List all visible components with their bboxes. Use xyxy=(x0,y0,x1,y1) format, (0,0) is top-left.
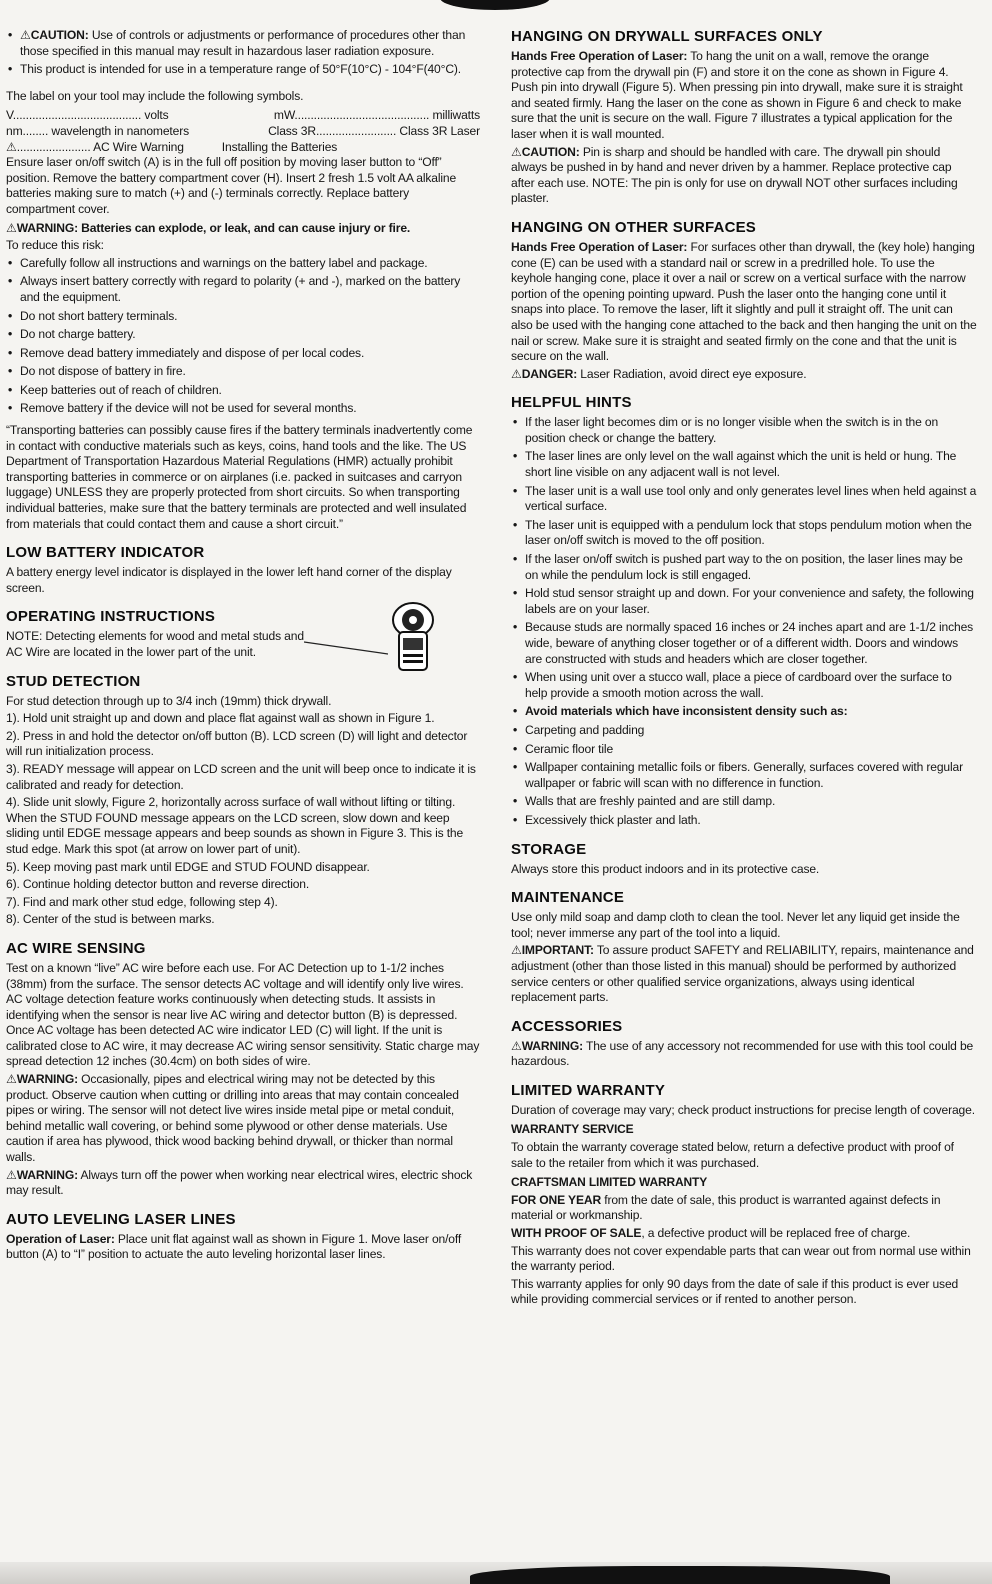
symbol-row: V........................................ volts mW.......................................... milliwatts xyxy=(6,108,480,123)
warranty-service-heading: WARRANTY SERVICE xyxy=(511,1122,634,1137)
list-item: • Remove dead battery immediately and dispose of per local codes. xyxy=(6,346,480,362)
proof-of-sale-text: WITH PROOF OF SALE, a defective product will be replaced free of charge. xyxy=(511,1226,911,1241)
transport-quote: “Transporting batteries can possibly cause fires if the battery terminals inadvertently come in contact with conductive materials such as keys, coins, hand tools and the like. The US Department of Transportation Hazardous Material Regulations (HMR) actually prohibit transporting batteries in commerce or on airplanes (i.e. packed in suitcases and carryon luggage) UNLESS they are properly protected from short circuits. So when transporting individual batteries, make sure that the battery terminals are protected and well insulated from materials that could contact them and cause a short circuit.” xyxy=(6,423,473,531)
list-item: • Do not dispose of battery in fire. xyxy=(6,364,480,380)
hints-list xyxy=(511,415,977,828)
warranty-service-text: To obtain the warranty coverage stated below, return a defective product with proof of sale to the retailer from which it was purchased. xyxy=(511,1140,954,1170)
storage-text: Always store this product indoors and in its protective case. xyxy=(511,861,820,876)
stud-intro: For stud detection through up to 3/4 inch (19mm) thick drywall. xyxy=(6,693,332,708)
list-item: • Hold stud sensor straight up and down. For your convenience and safety, the following labels are on your laser. xyxy=(511,586,977,617)
other-surfaces-heading: HANGING ON OTHER SURFACES xyxy=(511,218,757,236)
list-item: • If the laser on/off switch is pushed part way to the on position, the laser lines may be on while the pendulum lock is still engaged. xyxy=(511,552,977,583)
stud-step: 8). Center of the stud is between marks. xyxy=(6,912,215,927)
reduce-risk: To reduce this risk: xyxy=(6,238,104,253)
list-item: • When using unit over a stucco wall, place a piece of cardboard over the surface to help provide a smooth motion across the wall. xyxy=(511,670,977,701)
craftsman-warranty-heading: CRAFTSMAN LIMITED WARRANTY xyxy=(511,1175,708,1190)
list-item: • Avoid materials which have inconsistent density such as: xyxy=(511,704,977,720)
storage-heading: STORAGE xyxy=(511,840,587,858)
danger-note: ⚠DANGER: Laser Radiation, avoid direct eye exposure. xyxy=(511,366,807,381)
ac-wire-heading: AC WIRE SENSING xyxy=(6,939,146,957)
list-item: • Always insert battery correctly with regard to polarity (+ and -), marked on the battery and the equipment. xyxy=(6,274,480,305)
right-column xyxy=(511,28,977,1310)
stud-detection-heading: STUD DETECTION xyxy=(6,672,141,690)
page-edge-shadow xyxy=(440,0,550,10)
stud-step: 3). READY message will appear on LCD screen and the unit will beep once to indicate it is calibrated and ready for detection. xyxy=(6,761,476,792)
ac-warning-2: ⚠WARNING: Always turn off the power when working near electrical wires, electric shock may result. xyxy=(6,1167,473,1198)
page-bottom-edge xyxy=(0,1562,992,1584)
ninety-days-text: This warranty applies for only 90 days from the date of sale if this product is ever used while providing commercial services or if rented to another person. xyxy=(511,1276,959,1307)
install-batteries-text: Ensure laser on/off switch (A) is in the full off position by moving laser button to “Off” position. Remove the battery compartment cover (H). Insert 2 fresh 1.5 volt AA alkaline batteries making sure to match (+) and (-) terminals correctly. Replace battery compartment cover. xyxy=(6,155,457,216)
operating-heading: OPERATING INSTRUCTIONS xyxy=(6,608,216,626)
accessories-heading: ACCESSORIES xyxy=(511,1017,623,1035)
symbol-row: ⚠....................... AC Wire Warning Installing the Batteries xyxy=(6,139,338,154)
pointer-line-icon xyxy=(304,640,388,656)
list-item: • Remove battery if the device will not be used for several months. xyxy=(6,401,480,417)
list-item: • Carefully follow all instructions and warnings on the battery label and package. xyxy=(6,256,480,272)
list-item: • Walls that are freshly painted and are still damp. xyxy=(511,794,977,810)
list-item: • Do not charge battery. xyxy=(6,327,480,343)
helpful-hints-heading: HELPFUL HINTS xyxy=(511,394,632,412)
list-item: • The laser lines are only level on the wall against which the unit is held or hung. The short line visible on any adjacent wall is not level. xyxy=(511,449,977,480)
stud-step: 7). Find and mark other stud edge, following step 4). xyxy=(6,894,278,909)
list-item: • Wallpaper containing metallic foils or fibers. Generally, surfaces covered with regular wallpaper or fabric will scan with no difference in function. xyxy=(511,760,977,791)
list-item: • Ceramic floor tile xyxy=(511,742,977,758)
symbol-row: nm........ wavelength in nanometers Class 3R......................... Class 3R Laser xyxy=(6,123,480,138)
stud-step: 6). Continue holding detector button and reverse direction. xyxy=(6,877,310,892)
list-item: • Because studs are normally spaced 16 inches or 24 inches apart and are 1-1/2 inches wide, beware of anything closer together or of a different width. Doors and windows are constructed with studs and headers which are closer together. xyxy=(511,620,977,667)
operating-note: NOTE: Detecting elements for wood and metal studs and AC Wire are located in the lower part of the unit. xyxy=(6,629,304,659)
list-item: • Do not short battery terminals. xyxy=(6,309,480,325)
temperature-item: • This product is intended for use in a temperature range of 50°F(10°C) - 104°F(40°C). xyxy=(6,62,480,78)
low-battery-heading: LOW BATTERY INDICATOR xyxy=(6,544,205,562)
important-note: ⚠IMPORTANT: To assure product SAFETY and RELIABILITY, repairs, maintenance and adjustment (other than those listed in this manual) should be performed by authorized service centers or other qualified service organizations, always using identical replacement parts. xyxy=(511,943,974,1005)
maintenance-text: Use only mild soap and damp cloth to clean the tool. Never let any liquid get inside the tool; never immerse any part of the tool into a liquid. xyxy=(511,910,960,940)
maintenance-heading: MAINTENANCE xyxy=(511,889,625,907)
low-battery-text: A battery energy level indicator is displayed in the lower left hand corner of the display screen. xyxy=(6,565,452,595)
stud-finder-device-icon xyxy=(390,602,436,674)
list-item: • Excessively thick plaster and lath. xyxy=(511,813,977,829)
list-item: • The laser unit is a wall use tool only and only generates level lines when held against a vertical surface. xyxy=(511,484,977,515)
battery-list xyxy=(6,256,480,417)
accessories-warning: ⚠WARNING: The use of any accessory not recommended for use with this tool could be hazardous. xyxy=(511,1038,974,1069)
stud-step: 4). Slide unit slowly, Figure 2, horizontally across surface of wall without lifting or tilting. When the STUD FOUND message appears on the LCD screen, slow down and keep sliding until EDGE message appears and beep sounds as shown in Figure 3. This is the stud edge. Mark this spot (at arrow on lower part of unit). xyxy=(6,795,464,856)
symbols-table xyxy=(6,108,480,155)
battery-warning: ⚠WARNING: Batteries can explode, or leak, and can cause injury or fire. xyxy=(6,220,411,235)
stud-step: 2). Press in and hold the detector on/off button (B). LCD screen (D) will light and detector will run initialization process. xyxy=(6,728,468,759)
drywall-caution: ⚠CAUTION: Pin is sharp and should be handled with care. The drywall pin should always be pushed in by hand and never driven by a hammer. Replace protective cap after each use. NOTE: The pin is only for use on drywall NOT other surfaces including plaster. xyxy=(511,144,958,206)
drywall-heading: HANGING ON DRYWALL SURFACES ONLY xyxy=(511,28,823,45)
auto-leveling-text: Operation of Laser: Place unit flat against wall as shown in Figure 1. Move laser on/off button (A) to “I” position to actuate the auto leveling horizontal laser lines. xyxy=(6,1231,462,1262)
list-item: • Keep batteries out of reach of children. xyxy=(6,383,480,399)
expendable-parts-text: This warranty does not cover expendable parts that can wear out from normal use within the warranty period. xyxy=(511,1243,971,1274)
ac-warning-1: ⚠WARNING: Occasionally, pipes and electrical wiring may not be detected by this product. Observe caution when cutting or drilling into areas that may contain concealed pipes or wiring. The sensor will not detect live wires inside metal pipe or metal conduit, behind metallic wall covering, or behind some plywood or other dense materials. Use caution if area has plywood, thick wood backing behind drywall, or thicker than normal walls. xyxy=(6,1072,459,1165)
symbols-intro: The label on your tool may include the following symbols. xyxy=(6,88,304,103)
drywall-text: Hands Free Operation of Laser: To hang the unit on a wall, remove the orange protective cap from the drywall pin (F) and store it on the cone as shown in Figure 4. Push pin into drywall (Figure 5). When pressing pin into drywall, make sure it is straight and seated firmly. Hang the laser on the cone as shown in Figure 6 and check to make sure that the unit is secure on the wall. Figure 7 illustrates a typical application for the laser when it is wall mounted. xyxy=(511,49,963,141)
stud-step: 1). Hold unit straight up and down and place flat against wall as shown in Figure 1. xyxy=(6,711,435,726)
caution-item: • ⚠CAUTION: Use of controls or adjustments or performance of procedures other than those specified in this manual may result in hazardous laser radiation exposure. xyxy=(6,28,480,59)
limited-warranty-heading: LIMITED WARRANTY xyxy=(511,1081,666,1099)
left-column xyxy=(6,28,480,1265)
list-item: • Carpeting and padding xyxy=(511,723,977,739)
other-surfaces-text: Hands Free Operation of Laser: For surfaces other than drywall, the (key hole) hanging cone (E) can be used with a standard nail or screw in a predrilled hole. To use the keyhole hanging cone, place it over a nail or screw on a vertical surface with the narrow portion of the opening pointing upward. Push the laser onto the hanging cone until it snaps into place. To remove the laser, lift it slightly and pull it straight off. The unit can also be used with the hanging cone attached to the back and then hanging the unit on the nail or screw. Make sure it is straight and seated firmly on the cone and that the unit is secure on the wall. xyxy=(511,239,977,364)
operating-section xyxy=(6,608,480,660)
one-year-text: FOR ONE YEAR from the date of sale, this product is warranted against defects in material or workmanship. xyxy=(511,1192,941,1223)
auto-leveling-heading: AUTO LEVELING LASER LINES xyxy=(6,1210,236,1228)
intro-list xyxy=(6,28,480,78)
list-item: • If the laser light becomes dim or is no longer visible when the switch is in the on position check or change the battery. xyxy=(511,415,977,446)
warranty-text: Duration of coverage may vary; check product instructions for precise length of coverage. xyxy=(511,1102,975,1117)
list-item: • The laser unit is equipped with a pendulum lock that stops pendulum motion when the laser on/off switch is moved to the off position. xyxy=(511,518,977,549)
stud-step: 5). Keep moving past mark until EDGE and STUD FOUND disappear. xyxy=(6,859,370,874)
ac-wire-text: Test on a known “live” AC wire before each use. For AC Detection up to 1-1/2 inches (38mm) from the surface. The sensor detects AC voltage and will identify only live wires. AC voltage detection feature works continuously when detecting studs. It assists in identifying when the sensor is near live AC wiring and detector button (B) is depressed. Once AC voltage has been detected AC wire indicator LED (C) will light. If the unit is calibrated close to AC wire, it may decrease AC wiring sensor sensitivity. Static charge may spread detection 12 inches (30.4cm) on both sides of wire. xyxy=(6,960,480,1069)
